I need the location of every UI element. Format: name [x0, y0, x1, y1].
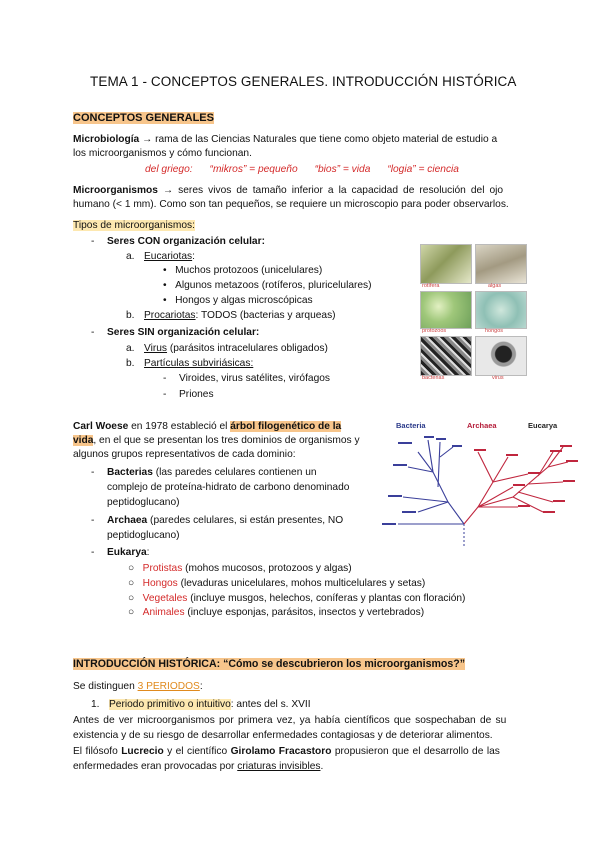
- section-heading-historia: INTRODUCCIÓN HISTÓRICA: “Cómo se descubrieron los microorganismos?”: [73, 658, 466, 670]
- tree-label-eucarya: Eucarya: [528, 421, 558, 430]
- euc-item: • Hongos y algas microscópicas: [163, 295, 313, 306]
- procariotas-label: b. Procariotas: TODOS (bacterias y arqueas): [126, 310, 336, 321]
- hongos-image: [475, 291, 527, 329]
- eukarya-subitem: ○ Hongos (levaduras unicelulares, mohos multicelulares y setas): [128, 578, 426, 589]
- archaea-item: - Archaea (paredes celulares, si están presentes, NO: [91, 515, 344, 526]
- thumb-label: virus: [492, 375, 504, 381]
- para1-line1: Antes de ver microorganismos por primera vez, ya había científicos que sospechaban de su: [73, 715, 507, 726]
- euc-item: • Muchos protozoos (unicelulares): [163, 265, 323, 276]
- tree-label-bacteria: Bacteria: [396, 421, 426, 430]
- thumb-label: protozoos: [422, 328, 447, 334]
- bacterias-item-cont: complejo de proteína-hidrato de carbono denominado: [107, 482, 350, 493]
- sub-item: - Priones: [163, 389, 214, 400]
- thumb-label: algas: [488, 283, 502, 289]
- rotifera-image: [420, 244, 472, 284]
- periodos-intro: Se distinguen 3 PERIODOS:: [73, 681, 203, 692]
- protozoos-image: [420, 291, 472, 329]
- algas-image: [475, 244, 527, 284]
- eukarya-subitem: ○ Animales (incluye esponjas, parásitos, insectos y vertebrados): [128, 607, 425, 618]
- archaea-item-cont: peptidoglucano): [107, 530, 180, 541]
- eukarya-subitem: ○ Vegetales (incluye musgos, helechos, coníferas y plantas con floración): [128, 593, 466, 604]
- particulas-label: b. Partículas subviriásicas:: [126, 358, 254, 369]
- thumb-label: rotífera: [422, 283, 440, 289]
- bacterias-image: [420, 336, 472, 376]
- periodo-1: 1. Periodo primitivo o intuitivo: antes del s. XVII: [91, 699, 311, 710]
- woese-paragraph-cont: vida, en el que se presentan los tres dominios de organismos y: [73, 435, 360, 446]
- para2-line1: El filósofo Lucrecio y el científico Girolamo Fracastoro propusieron que el desarrollo de las: [73, 746, 500, 757]
- sin-organizacion: - Seres SIN organización celular:: [91, 327, 260, 338]
- eucariotas-label: a. Eucariotas:: [126, 251, 195, 262]
- microorganismos-definition: Microorganismos → seres vivos de tamaño inferior a la capacidad de resolución del ojo: [73, 185, 504, 196]
- archaea-branches: [464, 452, 528, 524]
- virus-image: [475, 336, 527, 376]
- thumb-label: bacterias: [422, 375, 445, 381]
- types-heading: Tipos de microorganismos:: [73, 220, 195, 231]
- bacterias-item: - Bacterias (las paredes celulares contienen un: [91, 467, 317, 478]
- tree-label-archaea: Archaea: [467, 421, 497, 430]
- para1-line2: existencia y de su riesgo de desarrollar enfermedades contagiosas y de deteriorar alimentos.: [73, 730, 493, 741]
- microbiologia-definition-cont: los microorganismos y cómo funcionan.: [73, 148, 252, 159]
- microbiologia-definition: Microbiología → rama de las Ciencias Naturales que tiene como objeto material de estudio a: [73, 134, 498, 145]
- eukarya-item: - Eukarya:: [91, 547, 150, 558]
- para2-line2: enfermedades eran provocadas por criaturas invisibles.: [73, 761, 324, 772]
- microorganismos-definition-cont: humano (< 1 mm). Como son tan pequeños, se requiere un microscopio para poder observarlos.: [73, 199, 509, 210]
- woese-paragraph: Carl Woese en 1978 estableció el árbol filogenético de la: [73, 421, 342, 432]
- euc-item: • Algunos metazoos (rotíferos, pluricelulares): [163, 280, 372, 291]
- microorganism-images: [420, 244, 530, 384]
- page-title: TEMA 1 - CONCEPTOS GENERALES. INTRODUCCIÓN HISTÓRICA: [90, 74, 517, 89]
- phylogenetic-tree-diagram: [378, 412, 583, 547]
- etymology: del griego: “mikros” = pequeño “bios” = vida “logia” = ciencia: [145, 164, 459, 175]
- virus-label: a. Virus (parásitos intracelulares obligados): [126, 343, 328, 354]
- sub-item: - Viroides, virus satélites, virófagos: [163, 373, 330, 384]
- tree-leaf-labels-red: [474, 445, 578, 513]
- con-organizacion: - Seres CON organización celular:: [91, 236, 265, 247]
- bacterias-item-cont2: peptidoglucano): [107, 497, 180, 508]
- eukarya-subitem: ○ Protistas (mohos mucosos, protozoos y algas): [128, 563, 352, 574]
- woese-paragraph-cont2: algunos grupos representativos de cada dominio:: [73, 449, 296, 460]
- thumb-label: hongos: [485, 328, 504, 334]
- section-heading-conceptos: CONCEPTOS GENERALES: [73, 112, 214, 124]
